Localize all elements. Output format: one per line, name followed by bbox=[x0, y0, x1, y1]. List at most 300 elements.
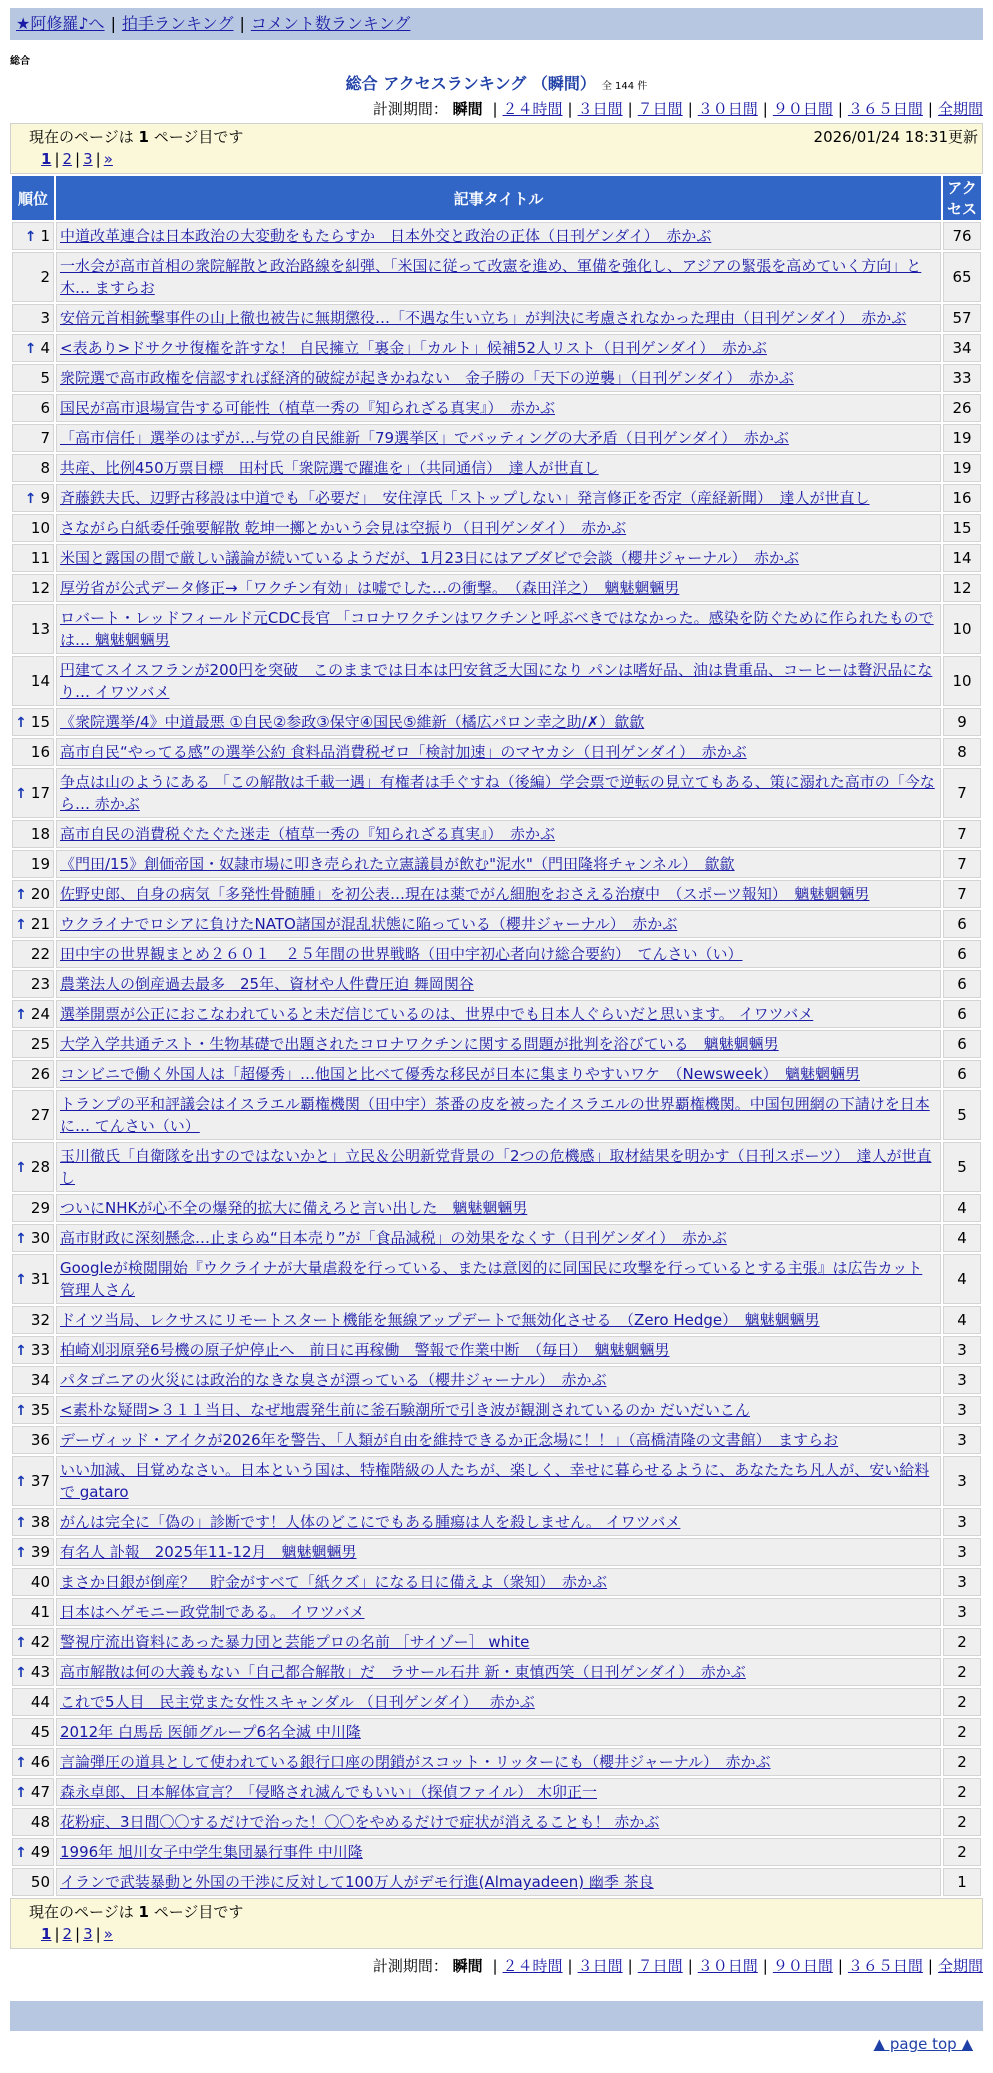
table-row bbox=[12, 1456, 981, 1506]
article-link[interactable]: がんは完全に「偽の」診断です！人体のどこにでもある腫瘍は人を殺しません。 イワツバメ bbox=[60, 1513, 681, 1531]
page-info-bottom bbox=[10, 1898, 983, 1949]
page-separator: | bbox=[75, 1925, 81, 1943]
rank-number: 31 bbox=[30, 1270, 50, 1288]
current-page-text: 現在のページは 1 ページ目です bbox=[29, 128, 244, 146]
rank-cell bbox=[12, 304, 54, 332]
article-link[interactable]: Googleが検閲開始『ウクライナが大量虐殺を行っている、または意図的に同国民に攻撃を行っているとする主張』は広告カット 管理人さん bbox=[60, 1259, 923, 1299]
count-column-header: アクセス bbox=[943, 176, 981, 220]
rank-cell bbox=[12, 1090, 54, 1140]
ranking-body bbox=[12, 222, 981, 1896]
table-row bbox=[12, 364, 981, 392]
access-count: 2 bbox=[943, 1718, 981, 1746]
article-link[interactable]: 日本はヘゲモニー政党制である。 イワツバメ bbox=[60, 1603, 365, 1621]
page-link-2[interactable]: 2 bbox=[62, 150, 73, 168]
table-row bbox=[12, 1306, 981, 1334]
rank-number: 27 bbox=[30, 1106, 50, 1124]
title-cell bbox=[56, 1718, 941, 1746]
rank-cell bbox=[12, 1628, 54, 1656]
access-count: 6 bbox=[943, 1030, 981, 1058]
rank-cell bbox=[12, 910, 54, 938]
table-row bbox=[12, 1336, 981, 1364]
article-link[interactable]: 有名人 訃報 2025年11-12月 魑魅魍魎男 bbox=[60, 1543, 357, 1561]
title-cell bbox=[56, 1224, 941, 1252]
rank-cell bbox=[12, 1868, 54, 1896]
rank-number: 32 bbox=[30, 1311, 50, 1329]
article-link[interactable]: <素朴な疑問>３１１当日、なぜ地震発生前に釜石験潮所で引き波が観測されているのか だいだいこん bbox=[60, 1401, 750, 1419]
rank-number: 33 bbox=[30, 1341, 50, 1359]
period-link[interactable]: 全期間 bbox=[937, 1957, 983, 1975]
article-link[interactable]: 田中宇の世界観まとめ２６０１ ２５年間の世界戦略（田中宇初心者向け総合要約） てんさい（い） bbox=[60, 945, 743, 963]
table-row bbox=[12, 304, 981, 332]
table-row bbox=[12, 850, 981, 878]
table-row bbox=[12, 820, 981, 848]
article-link[interactable]: 高市財政に深刻懸念…止まらぬ“日本売り”が「食品減税」の効果をなくす（日刊ゲンダイ） 赤かぶ bbox=[60, 1229, 727, 1247]
access-count: 34 bbox=[943, 334, 981, 362]
rank-number: 16 bbox=[30, 743, 50, 761]
up-arrow-icon: ↑ bbox=[15, 1635, 27, 1651]
up-arrow-icon: ↑ bbox=[15, 1403, 27, 1419]
title-cell bbox=[56, 1000, 941, 1028]
rank-number: 45 bbox=[30, 1723, 50, 1741]
rank-number: 12 bbox=[30, 579, 50, 597]
access-count: 10 bbox=[943, 604, 981, 654]
asyura-home-link[interactable]: ★阿修羅♪へ bbox=[16, 14, 105, 33]
period-separator: | bbox=[567, 1957, 573, 1975]
page-link-1[interactable]: 1 bbox=[41, 150, 52, 168]
rank-cell bbox=[12, 1224, 54, 1252]
rank-cell bbox=[12, 1688, 54, 1716]
pagination-bottom bbox=[29, 1923, 978, 1945]
article-link[interactable]: 2012年 白馬岳 医師グループ6名全滅 中川隆 bbox=[60, 1723, 361, 1741]
period-link[interactable]: ３０日間 bbox=[697, 100, 758, 118]
period-link[interactable]: ３６５日間 bbox=[847, 1957, 923, 1975]
up-arrow-icon: ↑ bbox=[15, 1845, 27, 1861]
article-link[interactable]: ドイツ当局、レクサスにリモートスタート機能を無線アップデートで無効化させる （Zero Hedge） 魑魅魍魎男 bbox=[60, 1311, 820, 1329]
title-cell bbox=[56, 424, 941, 452]
rank-cell bbox=[12, 820, 54, 848]
period-links bbox=[487, 1957, 983, 1975]
article-link[interactable]: 円建てスイスフランが200円を突破 このままでは日本は円安貧乏大国になり パンは嗜好品、油は貴重品、コーヒーは贅沢品になり… イワツバメ bbox=[60, 661, 933, 701]
rank-number: 10 bbox=[30, 519, 50, 537]
period-separator: | bbox=[927, 100, 933, 118]
ranking-table bbox=[10, 174, 983, 1898]
table-row bbox=[12, 1508, 981, 1536]
access-count: 3 bbox=[943, 1508, 981, 1536]
page-top-area bbox=[10, 2031, 983, 2073]
table-row bbox=[12, 1628, 981, 1656]
title-cell bbox=[56, 514, 941, 542]
title-cell bbox=[56, 738, 941, 766]
period-link[interactable]: ３６５日間 bbox=[847, 100, 923, 118]
table-row bbox=[12, 1838, 981, 1866]
article-link[interactable]: 米国と露国の間で厳しい議論が続いているようだが、1月23日にはアブダビで会談（櫻井ジャーナル） 赤かぶ bbox=[60, 549, 800, 567]
table-row bbox=[12, 514, 981, 542]
title-cell bbox=[56, 850, 941, 878]
rank-cell bbox=[12, 1142, 54, 1192]
rank-cell bbox=[12, 1366, 54, 1394]
up-arrow-icon: ↑ bbox=[15, 1545, 27, 1561]
access-count: 65 bbox=[943, 252, 981, 302]
table-row bbox=[12, 604, 981, 654]
rank-number: 11 bbox=[30, 549, 50, 567]
up-arrow-icon: ↑ bbox=[24, 341, 37, 357]
rank-cell bbox=[12, 850, 54, 878]
rank-cell bbox=[12, 1598, 54, 1626]
period-current: 瞬間 bbox=[452, 100, 483, 118]
article-link[interactable]: 安倍元首相銃撃事件の山上徹也被告に無期懲役…「不遇な生い立ち」が判決に考慮されなかった理由（日刊ゲンダイ） 赤かぶ bbox=[60, 309, 907, 327]
article-link[interactable]: 佐野史郎、自身の病気「多発性骨髄腫」を初公表…現在は薬でがん細胞をおさえる治療中 （スポーツ報知） 魑魅魍魎男 bbox=[60, 885, 870, 903]
title-cell bbox=[56, 1456, 941, 1506]
access-count: 9 bbox=[943, 708, 981, 736]
title-cell bbox=[56, 1306, 941, 1334]
title-cell bbox=[56, 394, 941, 422]
period-link[interactable]: ９０日間 bbox=[772, 1957, 833, 1975]
table-row bbox=[12, 708, 981, 736]
title-cell bbox=[56, 1366, 941, 1394]
title-cell bbox=[56, 910, 941, 938]
period-separator: | bbox=[762, 100, 768, 118]
title-cell bbox=[56, 1396, 941, 1424]
up-arrow-icon: ↑ bbox=[24, 229, 37, 245]
rank-number: 18 bbox=[30, 825, 50, 843]
title-cell bbox=[56, 970, 941, 998]
table-row bbox=[12, 574, 981, 602]
access-count: 4 bbox=[943, 1254, 981, 1304]
rank-number: 46 bbox=[30, 1753, 50, 1771]
title-cell bbox=[56, 1426, 941, 1454]
article-link[interactable]: 中道改革連合は日本政治の大変動をもたらすか 日本外交と政治の正体（日刊ゲンダイ） 赤かぶ bbox=[60, 227, 712, 245]
article-link[interactable]: 高市自民“やってる感”の選挙公約 食料品消費税ゼロ「検討加速」のマヤカシ（日刊ゲンダイ） 赤かぶ bbox=[60, 743, 747, 761]
table-row bbox=[12, 1658, 981, 1686]
rank-cell bbox=[12, 1718, 54, 1746]
access-count: 2 bbox=[943, 1748, 981, 1776]
page-separator: | bbox=[95, 150, 101, 168]
rank-number: 1 bbox=[40, 227, 50, 245]
title-cell bbox=[56, 1060, 941, 1088]
page-title-line bbox=[10, 71, 983, 94]
up-arrow-icon: ↑ bbox=[15, 1160, 27, 1176]
rank-number: 41 bbox=[30, 1603, 50, 1621]
article-link[interactable]: コンビニで働く外国人は「超優秀」…他国と比べて優秀な移民が日本に集まりやすいワケ （Newsweek） 魑魅魍魎男 bbox=[60, 1065, 860, 1083]
rank-cell bbox=[12, 484, 54, 512]
rank-number: 21 bbox=[30, 915, 50, 933]
title-cell bbox=[56, 1748, 941, 1776]
article-link[interactable]: 厚労省が公式データ修正→「ワクチン有効」は嘘でした…の衝撃。 （森田洋之） 魑魅魍魎男 bbox=[60, 579, 680, 597]
access-count: 1 bbox=[943, 1868, 981, 1896]
updated-timestamp: 2026/01/24 18:31更新 bbox=[813, 128, 978, 146]
rank-cell bbox=[12, 514, 54, 542]
rank-cell bbox=[12, 334, 54, 362]
access-count: 2 bbox=[943, 1838, 981, 1866]
rank-number: 40 bbox=[30, 1573, 50, 1591]
table-row bbox=[12, 334, 981, 362]
table-row bbox=[12, 1090, 981, 1140]
table-row bbox=[12, 1194, 981, 1222]
period-link[interactable]: ２４時間 bbox=[502, 1957, 563, 1975]
article-link[interactable]: 警視庁流出資料にあった暴力団と芸能プロの名前 ［サイゾー］ white bbox=[60, 1633, 530, 1651]
rank-cell bbox=[12, 1538, 54, 1566]
table-row bbox=[12, 1000, 981, 1028]
period-link[interactable]: ７日間 bbox=[637, 1957, 683, 1975]
article-link[interactable]: 1996年 旭川女子中学生集団暴行事件 中川隆 bbox=[60, 1843, 363, 1861]
rank-number: 43 bbox=[30, 1663, 50, 1681]
rank-number: 7 bbox=[40, 429, 50, 447]
rank-column-header: 順位 bbox=[12, 176, 54, 220]
next-page-link[interactable]: » bbox=[103, 1925, 113, 1943]
rank-number: 36 bbox=[30, 1431, 50, 1449]
title-cell bbox=[56, 880, 941, 908]
access-count: 4 bbox=[943, 1224, 981, 1252]
rank-number: 2 bbox=[40, 268, 50, 286]
access-count: 3 bbox=[943, 1336, 981, 1364]
access-count: 2 bbox=[943, 1628, 981, 1656]
access-count: 3 bbox=[943, 1426, 981, 1454]
rank-cell bbox=[12, 1508, 54, 1536]
access-count: 3 bbox=[943, 1538, 981, 1566]
access-count: 57 bbox=[943, 304, 981, 332]
rank-number: 30 bbox=[30, 1229, 50, 1247]
article-link[interactable]: ついにNHKが心不全の爆発的拡大に備えろと言い出した 魑魅魍魎男 bbox=[60, 1199, 528, 1217]
rank-cell bbox=[12, 1336, 54, 1364]
rank-number: 48 bbox=[30, 1813, 50, 1831]
period-link[interactable]: 全期間 bbox=[937, 100, 983, 118]
access-count: 3 bbox=[943, 1396, 981, 1424]
period-separator: | bbox=[837, 1957, 843, 1975]
access-count: 2 bbox=[943, 1778, 981, 1806]
article-link[interactable]: 高市解散は何の大義もない「自己都合解散」だ ラサール石井 新・東慎西笑（日刊ゲンダイ） 赤かぶ bbox=[60, 1663, 746, 1681]
page-link-3[interactable]: 3 bbox=[83, 150, 93, 168]
comment-ranking-link[interactable]: コメント数ランキング bbox=[250, 14, 411, 33]
rank-cell bbox=[12, 880, 54, 908]
rank-number: 9 bbox=[40, 489, 50, 507]
clap-ranking-link[interactable]: 拍手ランキング bbox=[121, 14, 234, 33]
article-link[interactable]: 大学入学共通テスト・生物基礎で出題されたコロナワクチンに関する問題が批判を浴びている 魑魅魍魎男 bbox=[60, 1035, 779, 1053]
top-nav-bar bbox=[10, 8, 983, 40]
rank-cell bbox=[12, 1060, 54, 1088]
up-arrow-icon: ↑ bbox=[15, 715, 27, 731]
rank-cell bbox=[12, 394, 54, 422]
period-separator: | bbox=[627, 1957, 633, 1975]
rank-number: 47 bbox=[30, 1783, 50, 1801]
article-link[interactable]: まさか日銀が倒産？ 貯金がすべて「紙クズ」になる日に備えよ（衆知） 赤かぶ bbox=[60, 1573, 608, 1591]
article-link[interactable]: 「高市信任」選挙のはずが…与党の自民維新「79選挙区」でバッティングの大矛盾（日刊ゲンダイ） 赤かぶ bbox=[60, 429, 789, 447]
access-count: 5 bbox=[943, 1090, 981, 1140]
period-separator: | bbox=[627, 100, 633, 118]
up-arrow-icon: ↑ bbox=[15, 1515, 27, 1531]
article-link[interactable]: 花粉症、3日間〇〇するだけで治った！〇〇をやめるだけで症状が消えることも！ 赤かぶ bbox=[60, 1813, 660, 1831]
up-arrow-icon: ↑ bbox=[15, 1474, 27, 1490]
period-separator: | bbox=[567, 100, 573, 118]
table-row bbox=[12, 1688, 981, 1716]
title-column-header: 記事タイトル bbox=[56, 176, 941, 220]
period-link[interactable]: ３０日間 bbox=[697, 1957, 758, 1975]
period-separator: | bbox=[492, 100, 498, 118]
period-label: 計測期間： bbox=[372, 1957, 448, 1975]
up-arrow-icon: ↑ bbox=[24, 491, 37, 507]
rank-cell bbox=[12, 738, 54, 766]
table-row bbox=[12, 940, 981, 968]
access-count: 16 bbox=[943, 484, 981, 512]
rank-number: 22 bbox=[30, 945, 50, 963]
title-cell bbox=[56, 820, 941, 848]
access-count: 6 bbox=[943, 1060, 981, 1088]
title-cell bbox=[56, 252, 941, 302]
article-link[interactable]: 選挙開票が公正におこなわれていると未だ信じているのは、世界中でも日本人ぐらいだと思います。 イワツバメ bbox=[60, 1005, 814, 1023]
article-link[interactable]: デーヴィッド・アイクが2026年を警告、「人類が自由を維持できるか正念場に！！」（高橋清隆の文書館） ますらお bbox=[60, 1431, 839, 1449]
access-count: 7 bbox=[943, 880, 981, 908]
page-link-3[interactable]: 3 bbox=[83, 1925, 93, 1943]
table-row bbox=[12, 970, 981, 998]
table-row bbox=[12, 1060, 981, 1088]
table-row bbox=[12, 454, 981, 482]
table-row bbox=[12, 768, 981, 818]
title-cell bbox=[56, 1628, 941, 1656]
rank-cell bbox=[12, 252, 54, 302]
rank-cell bbox=[12, 768, 54, 818]
access-count: 19 bbox=[943, 424, 981, 452]
page-title: 総合 アクセスランキング （瞬間） bbox=[345, 74, 596, 93]
article-link[interactable]: 農業法人の倒産過去最多 25年、資材や人件費圧迫 舞岡関谷 bbox=[60, 975, 474, 993]
period-link[interactable]: ３日間 bbox=[577, 1957, 623, 1975]
rank-number: 50 bbox=[30, 1873, 50, 1891]
title-cell bbox=[56, 656, 941, 706]
access-count: 26 bbox=[943, 394, 981, 422]
table-row bbox=[12, 1718, 981, 1746]
period-link[interactable]: ３日間 bbox=[577, 100, 623, 118]
rank-number: 49 bbox=[30, 1843, 50, 1861]
table-row bbox=[12, 880, 981, 908]
table-row bbox=[12, 1142, 981, 1192]
article-link[interactable]: 玉川徹氏「自衛隊を出すのではないかと」立民＆公明新党背景の「2つの危機感」取材結果を明かす（日刊スポーツ） 達人が世直し bbox=[60, 1147, 932, 1187]
period-link[interactable]: ２４時間 bbox=[502, 100, 563, 118]
article-link[interactable]: さながら白紙委任強要解散 乾坤一擲とかいう会見は空振り（日刊ゲンダイ） 赤かぶ bbox=[60, 519, 627, 537]
rank-number: 29 bbox=[30, 1199, 50, 1217]
article-link[interactable]: 柏崎刈羽原発6号機の原子炉停止へ 前日に再稼働 警報で作業中断 （毎日） 魑魅魍魎男 bbox=[60, 1341, 670, 1359]
title-cell bbox=[56, 1658, 941, 1686]
rank-number: 35 bbox=[30, 1401, 50, 1419]
page-link-2[interactable]: 2 bbox=[62, 1925, 73, 1943]
access-count: 10 bbox=[943, 656, 981, 706]
access-count: 12 bbox=[943, 574, 981, 602]
article-link[interactable]: トランプの平和評議会はイスラエル覇権機関（田中宇）茶番の皮を被ったイスラエルの世界覇権機関。中国包囲網の下請けを日本に… てんさい（い） bbox=[60, 1095, 930, 1135]
period-link[interactable]: ９０日間 bbox=[772, 100, 833, 118]
article-link[interactable]: イランで武装暴動と外国の干渉に反対して100万人がデモ行進(Almayadeen) 幽季 茶良 bbox=[60, 1873, 654, 1891]
title-cell bbox=[56, 1868, 941, 1896]
table-row bbox=[12, 1568, 981, 1596]
article-link[interactable]: 国民が高市退場宣告する可能性（植草一秀の『知られざる真実』） 赤かぶ bbox=[60, 399, 556, 417]
rank-number: 25 bbox=[30, 1035, 50, 1053]
article-link[interactable]: <表あり>ドサクサ復権を許すな！ 自民擁立「裏金」「カルト」候補52人リスト（日刊ゲンダイ） 赤かぶ bbox=[60, 339, 767, 357]
title-cell bbox=[56, 708, 941, 736]
next-page-link[interactable]: » bbox=[103, 150, 113, 168]
article-link[interactable]: ロバート・レッドフィールド元CDC長官 「コロナワクチンはワクチンと呼ぶべきではなかった。感染を防ぐために作られたものでは… 魑魅魍魎男 bbox=[60, 609, 934, 649]
category-label: 総合 bbox=[10, 56, 30, 67]
bottom-bar bbox=[10, 2001, 983, 2031]
access-count: 2 bbox=[943, 1808, 981, 1836]
access-count: 6 bbox=[943, 970, 981, 998]
rank-number: 15 bbox=[30, 713, 50, 731]
table-row bbox=[12, 1254, 981, 1304]
access-count: 6 bbox=[943, 940, 981, 968]
period-link[interactable]: ７日間 bbox=[637, 100, 683, 118]
period-links bbox=[487, 100, 983, 118]
access-count: 7 bbox=[943, 850, 981, 878]
table-row bbox=[12, 394, 981, 422]
access-count: 3 bbox=[943, 1598, 981, 1626]
rank-cell bbox=[12, 1658, 54, 1686]
page-link-1[interactable]: 1 bbox=[41, 1925, 52, 1943]
article-link[interactable]: パタゴニアの火災には政治的なきな臭さが漂っている（櫻井ジャーナル） 赤かぶ bbox=[60, 1371, 607, 1389]
rank-number: 24 bbox=[30, 1005, 50, 1023]
access-count: 3 bbox=[943, 1366, 981, 1394]
article-link[interactable]: いい加減、目覚めなさい。日本という国は、特権階級の人たちが、楽しく、幸せに暮らせるように、あなたたち凡人が、安い給料で gataro bbox=[60, 1461, 930, 1501]
article-link[interactable]: 高市自民の消費税ぐたぐた迷走（植草一秀の『知られざる真実』） 赤かぶ bbox=[60, 825, 556, 843]
table-row bbox=[12, 1868, 981, 1896]
title-cell bbox=[56, 1194, 941, 1222]
page-top-link[interactable]: ▲ page top ▲ bbox=[873, 2035, 973, 2053]
rank-cell bbox=[12, 1254, 54, 1304]
period-separator: | bbox=[762, 1957, 768, 1975]
access-count: 19 bbox=[943, 454, 981, 482]
rank-number: 42 bbox=[30, 1633, 50, 1651]
article-link[interactable]: 森永卓郎、日本解体宣言？「侵略され滅んでもいい」（探偵ファイル） 木卯正一 bbox=[60, 1783, 597, 1801]
rank-cell bbox=[12, 1778, 54, 1806]
rank-cell bbox=[12, 1306, 54, 1334]
access-count: 8 bbox=[943, 738, 981, 766]
page-separator: | bbox=[54, 1925, 60, 1943]
article-link[interactable]: 言論弾圧の道具として使われている銀行口座の閉鎖がスコット・リッターにも（櫻井ジャーナル） 赤かぶ bbox=[60, 1753, 771, 1771]
table-row bbox=[12, 1778, 981, 1806]
rank-number: 3 bbox=[40, 309, 50, 327]
title-cell bbox=[56, 334, 941, 362]
article-link[interactable]: 共産、比例450万票目標 田村氏「衆院選で躍進を」（共同通信） 達人が世直し bbox=[60, 459, 599, 477]
rank-cell bbox=[12, 1426, 54, 1454]
table-row bbox=[12, 1396, 981, 1424]
article-link[interactable]: 衆院選で高市政権を信認すれば経済的破綻が起きかねない 金子勝の「天下の逆襲」（日刊ゲンダイ） 赤かぶ bbox=[60, 369, 794, 387]
article-link[interactable]: 一水会が高市首相の衆院解散と政治路線を糾弾、「米国に従って改憲を進め、軍備を強化し、アジアの緊張を高めていく方向」と木… ますらお bbox=[60, 257, 922, 297]
up-arrow-icon: ↑ bbox=[15, 1665, 27, 1681]
page-info-top bbox=[10, 123, 983, 174]
access-count: 3 bbox=[943, 1568, 981, 1596]
access-count: 2 bbox=[943, 1658, 981, 1686]
article-link[interactable]: ウクライナでロシアに負けたNATO諸国が混乱状態に陥っている（櫻井ジャーナル） 赤かぶ bbox=[60, 915, 678, 933]
access-count: 3 bbox=[943, 1456, 981, 1506]
article-link[interactable]: 《衆院選挙/4》中道最悪 ①自民②参政③保守④国民⑤維新（橘広パロン幸之助/✗）歙歙 bbox=[60, 713, 645, 731]
period-separator: | bbox=[927, 1957, 933, 1975]
article-link[interactable]: 斉藤鉄夫氏、辺野古移設は中道でも「必要だ」 安住淳氏「ストップしない」発言修正を否定（産経新聞） 達人が世直し bbox=[60, 489, 870, 507]
title-cell bbox=[56, 1336, 941, 1364]
rank-cell bbox=[12, 364, 54, 392]
up-arrow-icon: ↑ bbox=[15, 1343, 27, 1359]
rank-cell bbox=[12, 1808, 54, 1836]
article-link[interactable]: 《門田/15》創価帝国・奴隷市場に叩き売られた立憲議員が飲む"泥水"（門田隆将チャンネル） 歙歙 bbox=[60, 855, 735, 873]
table-row bbox=[12, 1598, 981, 1626]
title-cell bbox=[56, 222, 941, 250]
access-count: 6 bbox=[943, 910, 981, 938]
table-row bbox=[12, 1224, 981, 1252]
access-count: 15 bbox=[943, 514, 981, 542]
article-link[interactable]: 争点は山のようにある 「この解散は千載一遇」有権者は手ぐすね（後編）学会票で逆転の見立てもある、策に溺れた高市の「今なら… 赤かぶ bbox=[60, 773, 935, 813]
title-cell bbox=[56, 1030, 941, 1058]
rank-cell bbox=[12, 1000, 54, 1028]
article-link[interactable]: これで5人目 民主党また女性スキャンダル （日刊ゲンダイ） 赤かぶ bbox=[60, 1693, 535, 1711]
access-count: 2 bbox=[943, 1688, 981, 1716]
rank-cell bbox=[12, 708, 54, 736]
title-cell bbox=[56, 1254, 941, 1304]
table-row bbox=[12, 738, 981, 766]
page-separator: | bbox=[75, 150, 81, 168]
current-page-text: 現在のページは 1 ページ目です bbox=[29, 1903, 244, 1921]
